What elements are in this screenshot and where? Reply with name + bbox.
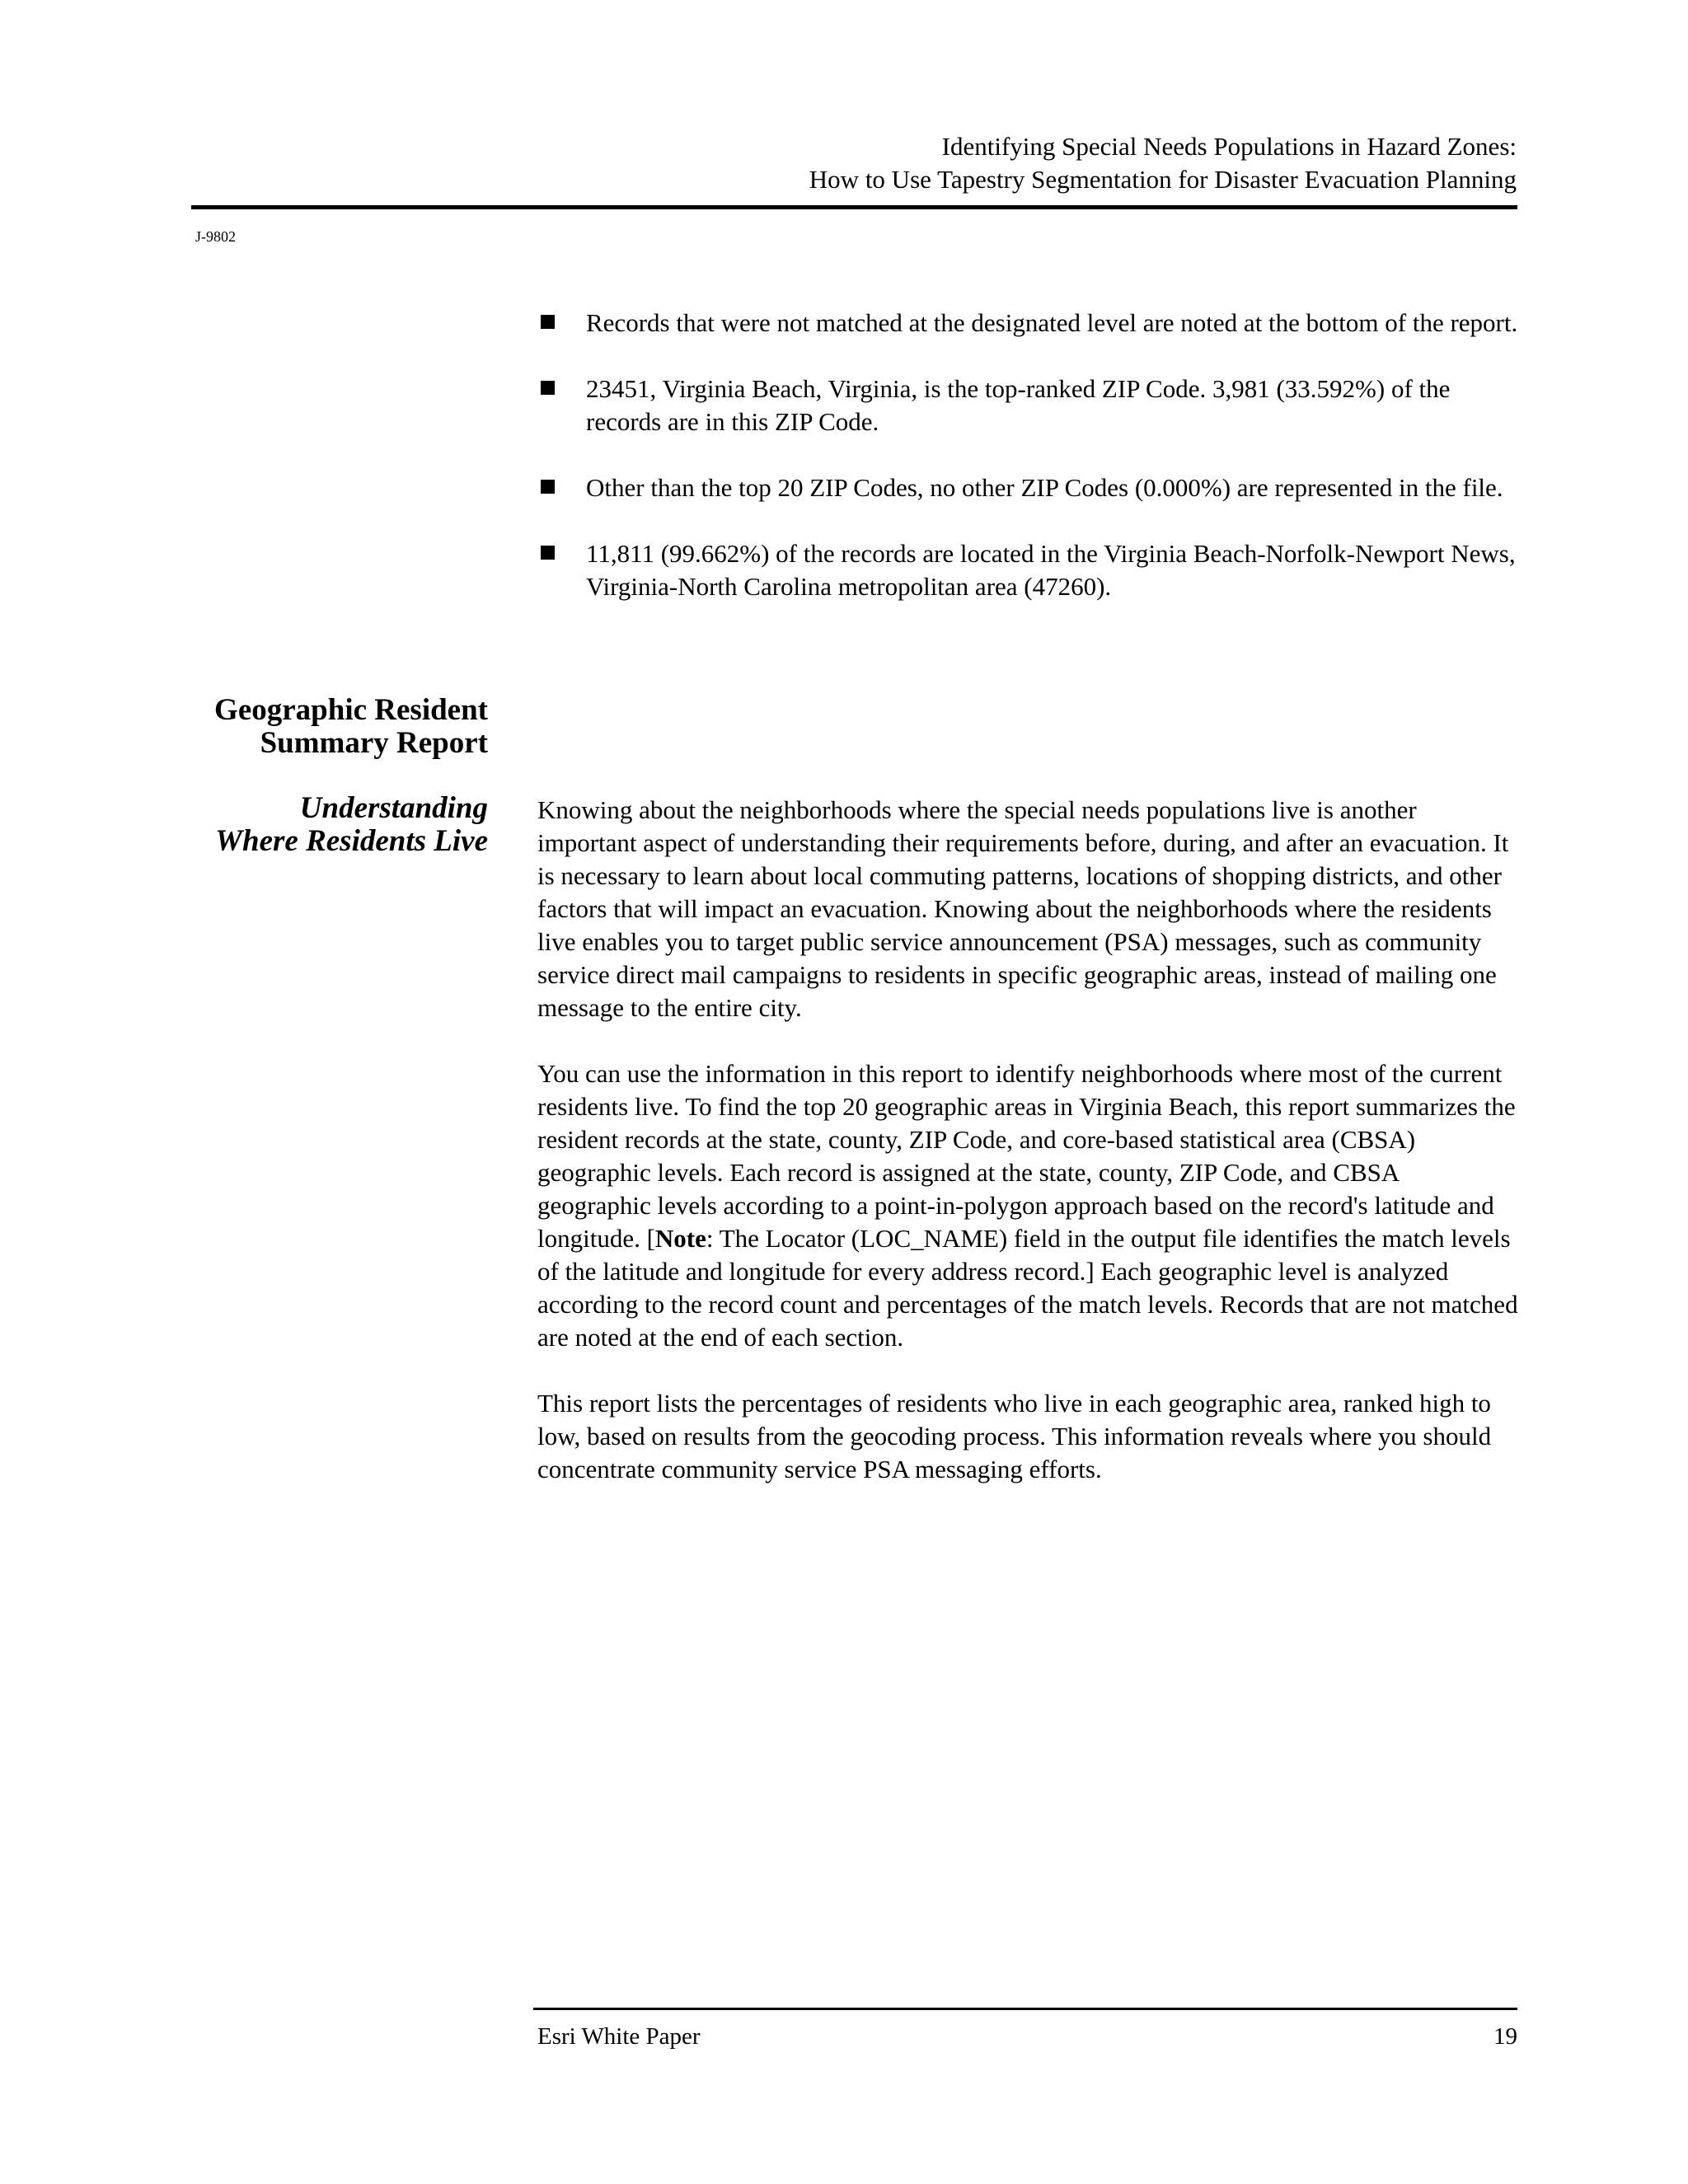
footer-publication: Esri White Paper — [537, 2023, 701, 2050]
list-item-text: Records that were not matched at the designated level are noted at the bottom of the report. — [586, 308, 1518, 337]
section-heading-line-2: Summary Report — [260, 726, 488, 760]
paragraph-report-usage-part-2: : The Locator (LOC_NAME) field in the output file identifies the match levels of the latitude and longitude for every address record.] Each geographic level is analyzed according to the record count and percentages of the match levels. Records that are not matched are noted at the end of each section. — [537, 1224, 1518, 1352]
paragraph-neighborhoods: Knowing about the neighborhoods where the special needs populations live is another important aspect of understanding their requirements before, during, and after an evacuation. It is necessary to learn about local commuting patterns, locations of shopping districts, and other factors that will impact an evacuation. Knowing about the neighborhoods where the residents live enables you to target public service announcement (PSA) messages, such as community service direct mail campaigns to residents in specific geographic areas, instead of mailing one message to the entire city. — [537, 795, 1509, 1022]
square-bullet-icon — [541, 480, 555, 494]
square-bullet-icon — [541, 546, 555, 560]
header-rule — [191, 205, 1517, 209]
section-heading — [191, 694, 488, 760]
document-id: J-9802 — [195, 228, 236, 245]
paragraph-report-usage-part-1: You can use the information in this report to identify neighborhoods where most of the current residents live. To find the top 20 geographic areas in Virginia Beach, this report summarizes the resident records at the state, county, ZIP Code, and core-based statistical area (CBSA) geographic levels. Each record is assigned at the state, county, ZIP Code, and CBSA geographic levels according to a point-in-polygon approach based on the record's latitude and longitude. [ — [537, 1059, 1516, 1253]
header-title-line-1: Identifying Special Needs Populations in Hazard Zones: — [941, 132, 1517, 161]
paragraph-report-usage — [537, 1057, 1518, 1354]
subsection-heading-line-1: Understanding — [299, 791, 488, 825]
paragraph-percentages: This report lists the percentages of residents who live in each geographic area, ranked high to low, based on results from the geocoding process. This information reveals where you should concentrate community service PSA messaging efforts. — [537, 1389, 1492, 1483]
header-title-line-2: How to Use Tapestry Segmentation for Disaster Evacuation Planning — [809, 165, 1517, 194]
square-bullet-icon — [541, 315, 555, 329]
body-text — [537, 794, 1518, 1519]
list-item-text: 23451, Virginia Beach, Virginia, is the top-ranked ZIP Code. 3,981 (33.592%) of the records are in this ZIP Code. — [586, 374, 1451, 436]
note-label: Note — [654, 1224, 706, 1253]
running-header — [191, 130, 1517, 196]
list-item — [537, 373, 1518, 438]
list-item — [537, 307, 1518, 340]
subsection-heading — [191, 792, 488, 858]
list-item — [537, 471, 1518, 504]
section-heading-line-1: Geographic Resident — [214, 693, 488, 727]
list-item-text: Other than the top 20 ZIP Codes, no other ZIP Codes (0.000%) are represented in the file. — [586, 473, 1503, 502]
list-item-text: 11,811 (99.662%) of the records are located in the Virginia Beach-Norfolk-Newport News, Virginia-North Carolina metropolitan area (47260). — [586, 539, 1516, 601]
bullet-list — [537, 307, 1518, 636]
page-number: 19 — [1493, 2023, 1517, 2050]
subsection-heading-line-2: Where Residents Live — [215, 824, 488, 858]
square-bullet-icon — [541, 381, 555, 395]
footer-rule — [533, 2008, 1517, 2010]
list-item — [537, 537, 1518, 603]
